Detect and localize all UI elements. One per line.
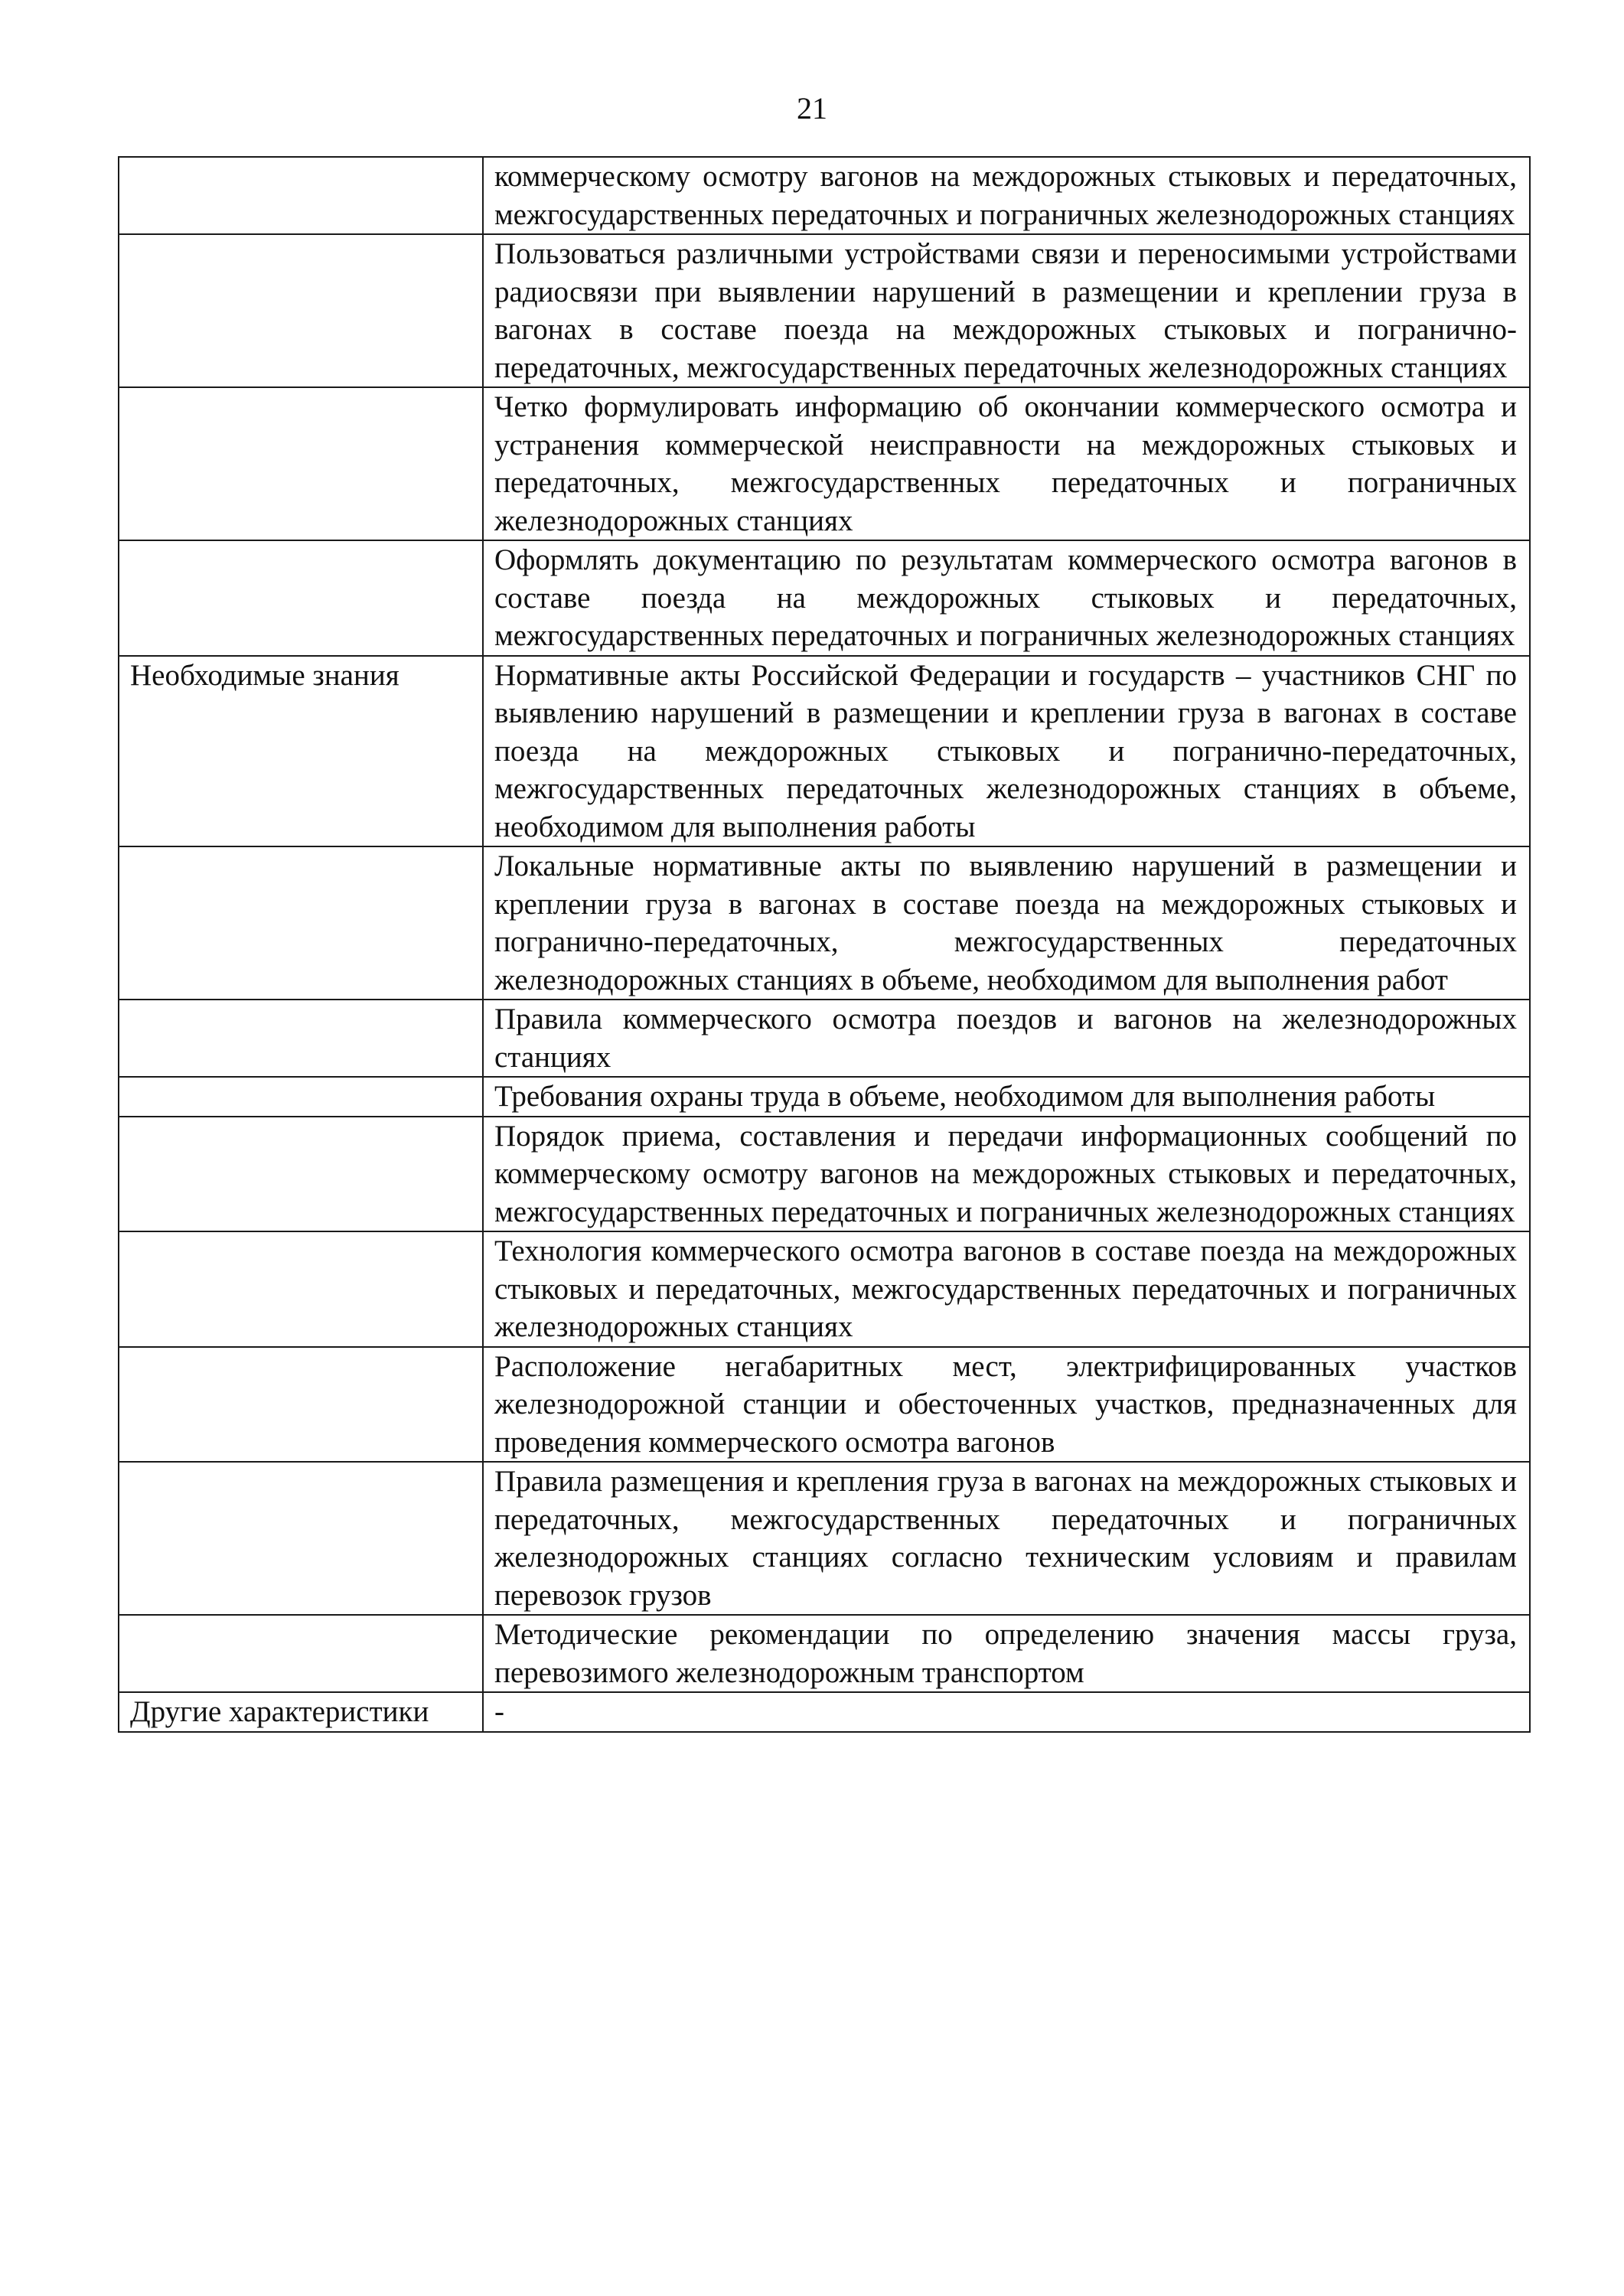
- knowledge-item: Требования охраны труда в объеме, необходимом для выполнения работы: [483, 1077, 1530, 1117]
- knowledge-item: Правила коммерческого осмотра поездов и вагонов на железнодорожных станциях: [483, 1000, 1530, 1077]
- empty-label-cell: [119, 157, 483, 234]
- empty-label-cell: [119, 1615, 483, 1692]
- table-row: [119, 540, 1530, 656]
- table-row: [119, 1231, 1530, 1347]
- empty-label-cell: [119, 540, 483, 656]
- knowledge-item: Методические рекомендации по определению значения массы груза, перевозимого железнодорожным транспортом: [483, 1615, 1530, 1692]
- knowledge-item: Локальные нормативные акты по выявлению нарушений в размещении и креплении груза в вагонах в составе поезда на междорожных стыковых и погранично-передаточных, межгосударственных передаточных железнодорожных станциях в объеме, необходимом для выполнения работ: [483, 846, 1530, 1000]
- empty-label-cell: [119, 1000, 483, 1077]
- empty-label-cell: [119, 1117, 483, 1232]
- table-row: [119, 1347, 1530, 1463]
- table-row: [119, 1692, 1530, 1732]
- other-characteristics-label: Другие характеристики: [119, 1692, 483, 1732]
- skill-item: Оформлять документацию по результатам коммерческого осмотра вагонов в составе поезда на междорожных стыковых и передаточных, межгосударственных передаточных и пограничных железнодорожных станциях: [483, 540, 1530, 656]
- skill-item: Четко формулировать информацию об окончании коммерческого осмотра и устранения коммерческой неисправности на междорожных стыковых и передаточных, межгосударственных передаточных и пограничных железнодорожных станциях: [483, 387, 1530, 540]
- table-row: [119, 1077, 1530, 1117]
- empty-label-cell: [119, 1231, 483, 1347]
- table-row: [119, 157, 1530, 234]
- table-row: [119, 1462, 1530, 1615]
- empty-label-cell: [119, 1077, 483, 1117]
- empty-label-cell: [119, 1347, 483, 1463]
- table-row: [119, 656, 1530, 847]
- knowledge-item: Порядок приема, составления и передачи информационных сообщений по коммерческому осмотру вагонов на междорожных стыковых и передаточных, межгосударственных передаточных и пограничных железнодорожных станциях: [483, 1117, 1530, 1232]
- table-row: [119, 387, 1530, 540]
- knowledge-item: Технология коммерческого осмотра вагонов в составе поезда на междорожных стыковых и передаточных, межгосударственных передаточных и пограничных железнодорожных станциях: [483, 1231, 1530, 1347]
- knowledge-item: Расположение негабаритных мест, электрифицированных участков железнодорожной станции и обесточенных участков, предназначенных для проведения коммерческого осмотра вагонов: [483, 1347, 1530, 1463]
- knowledge-item: Правила размещения и крепления груза в вагонах на междорожных стыковых и передаточных, межгосударственных передаточных и пограничных железнодорожных станциях согласно техническим условиям и правилам перевозок грузов: [483, 1462, 1530, 1615]
- knowledge-label: Необходимые знания: [119, 656, 483, 847]
- empty-label-cell: [119, 1462, 483, 1615]
- requirements-table: [118, 156, 1531, 1733]
- table-row: [119, 846, 1530, 1000]
- table-row: [119, 1615, 1530, 1692]
- skill-item: коммерческому осмотру вагонов на междорожных стыковых и передаточных, межгосударственных передаточных и пограничных железнодорожных станциях: [483, 157, 1530, 234]
- empty-label-cell: [119, 846, 483, 1000]
- table-row: [119, 234, 1530, 387]
- other-characteristics-value: -: [483, 1692, 1530, 1732]
- skill-item: Пользоваться различными устройствами связи и переносимыми устройствами радиосвязи при выявлении нарушений в размещении и креплении груза в вагонах в составе поезда на междорожных стыковых и погранично-передаточных, межгосударственных передаточных железнодорожных станциях: [483, 234, 1530, 387]
- knowledge-item: Нормативные акты Российской Федерации и государств – участников СНГ по выявлению нарушений в размещении и креплении груза в вагонах в составе поезда на междорожных стыковых и погранично-передаточных, межгосударственных передаточных железнодорожных станциях в объеме, необходимом для выполнения работы: [483, 656, 1530, 847]
- empty-label-cell: [119, 387, 483, 540]
- table-row: [119, 1117, 1530, 1232]
- table-row: [119, 1000, 1530, 1077]
- empty-label-cell: [119, 234, 483, 387]
- page-number: 21: [797, 91, 827, 126]
